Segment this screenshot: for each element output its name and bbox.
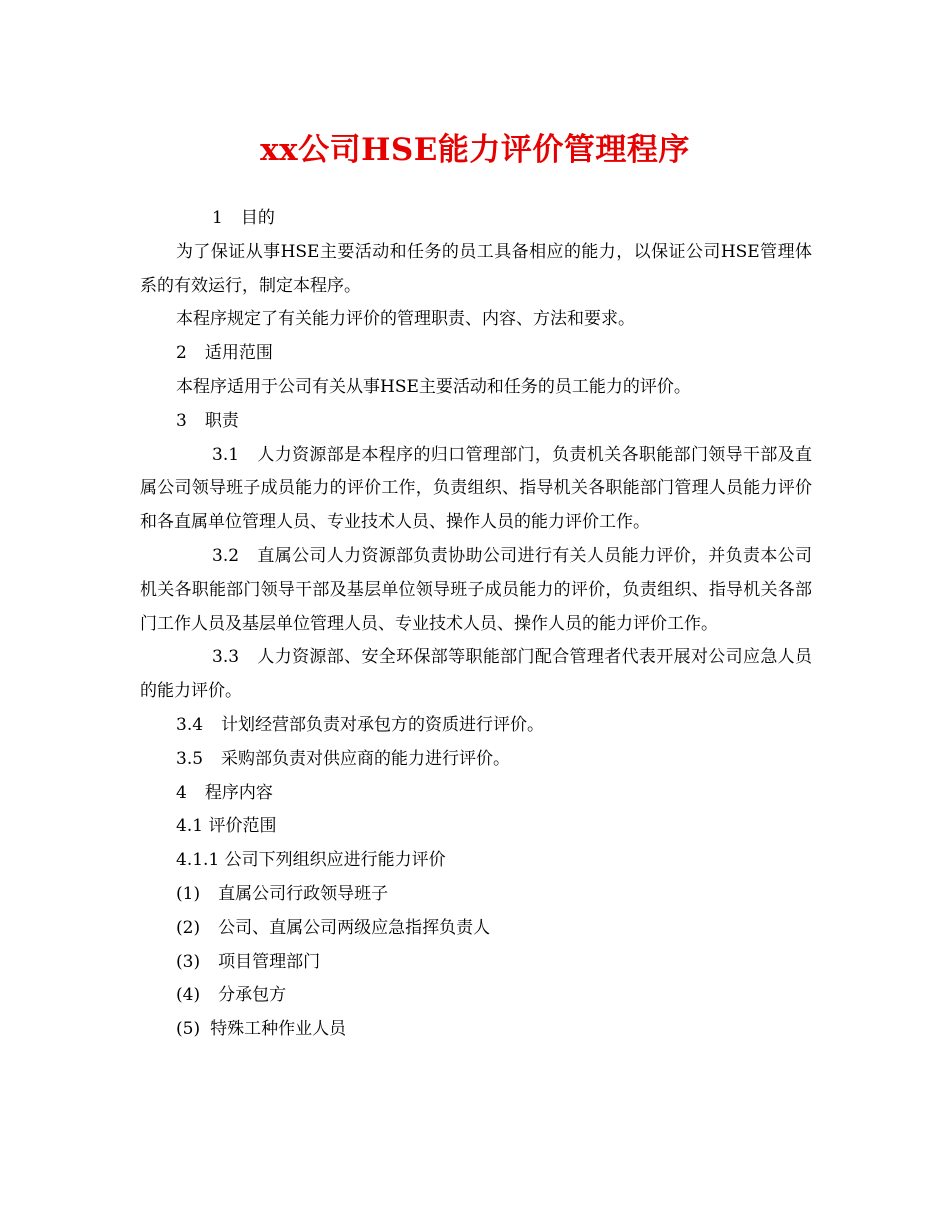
paragraph-purpose-2: 本程序规定了有关能力评价的管理职责、内容、方法和要求。 (176, 309, 635, 330)
clause-number: 3.2 (212, 545, 240, 566)
list-item-number: (5) (176, 1019, 201, 1040)
list-item-number: (2) (176, 917, 201, 938)
section-heading-responsibilities (140, 405, 812, 439)
clause-number: 3.4 (176, 714, 204, 735)
clause-number: 3.5 (176, 748, 204, 769)
list-item-5 (140, 1013, 812, 1047)
document-body (140, 202, 812, 1047)
list-item-number: (3) (176, 951, 201, 972)
section-heading-text: 目的 (240, 208, 275, 228)
clause-text: 采购部负责对供应商的能力进行评价。 (221, 748, 511, 769)
clause-number: 3.1 (212, 444, 240, 465)
section-heading-text: 职责 (204, 410, 239, 431)
document-title: xx公司HSE能力评价管理程序 (260, 132, 690, 168)
clause-number: 3.3 (212, 647, 240, 668)
subsection-4-1-1: 4.1.1 公司下列组织应进行能力评价 (176, 850, 446, 871)
list-item-text: 直属公司行政领导班子 (218, 883, 389, 904)
clause-text: 计划经营部负责对承包方的资质进行评价。 (221, 714, 545, 735)
list-item-text: 分承包方 (218, 985, 287, 1006)
clause-text: 人力资源部、安全环保部等职能部门配合管理者代表开展对公司应急人员的能力评价。 (140, 647, 812, 702)
section-number: 4 (176, 782, 187, 803)
clause-text: 人力资源部是本程序的归口管理部门，负责机关各职能部门领导干部及直属公司领导班子成员能力的评价工作，负责组织、指导机关各职能部门管理人员能力评价和各直属单位管理人员、专业技术人员、操作人员的能力评价工作。 (140, 444, 812, 533)
list-item-3 (140, 946, 812, 980)
list-item-number: (1) (176, 883, 201, 904)
clause-3-1 (140, 439, 812, 540)
list-item-text: 特殊工种作业人员 (210, 1019, 347, 1040)
clause-3-5 (140, 743, 812, 777)
section-number: 3 (176, 410, 187, 431)
clause-3-2 (140, 540, 812, 641)
list-item-text: 项目管理部门 (218, 951, 321, 972)
list-item-1 (140, 878, 812, 912)
list-item-number: (4) (176, 985, 201, 1006)
subsection-4-1: 4.1 评价范围 (176, 816, 277, 837)
list-item-4 (140, 979, 812, 1013)
section-heading-text: 程序内容 (204, 782, 273, 803)
clause-3-3 (140, 641, 812, 709)
list-item-text: 公司、直属公司两级应急指挥负责人 (218, 917, 491, 938)
section-heading-text: 适用范围 (204, 343, 273, 364)
paragraph-scope: 本程序适用于公司有关从事HSE主要活动和任务的员工能力的评价。 (176, 376, 691, 397)
section-number: 1 (212, 208, 223, 228)
paragraph-purpose-1: 为了保证从事HSE主要活动和任务的员工具备相应的能力，以保证公司HSE管理体系的有效运行，制定本程序。 (140, 241, 812, 296)
section-heading-scope (140, 337, 812, 371)
clause-3-4 (140, 709, 812, 743)
clause-text: 直属公司人力资源部负责协助公司进行有关人员能力评价，并负责本公司机关各职能部门领导干部及基层单位领导班子成员能力的评价，负责组织、指导机关各部门工作人员及基层单位管理人员、专业技术人员、操作人员的能力评价工作。 (140, 545, 812, 634)
section-heading-purpose (140, 202, 812, 236)
section-number: 2 (176, 343, 187, 364)
list-item-2 (140, 912, 812, 946)
section-heading-procedure (140, 777, 812, 811)
